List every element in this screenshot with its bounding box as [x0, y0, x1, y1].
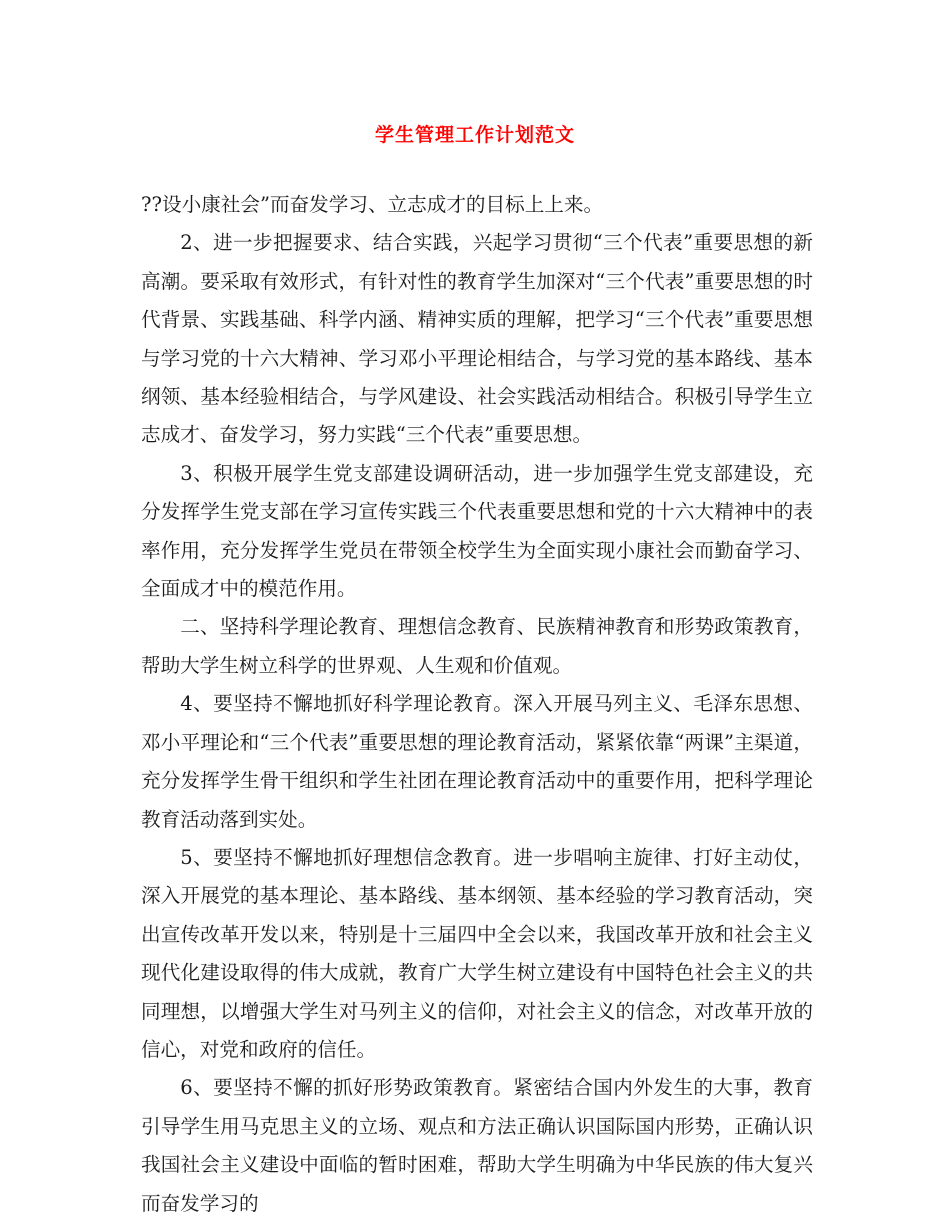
- paragraph-item-5: 5、要坚持不懈地抓好理想信念教育。进一步唱响主旋律、打好主动仗，深入开展党的基本理论、基本路线、基本纲领、基本经验的学习教育活动，突出宣传改革开发以来，特别是十三届四中全会以来，我国改革开放和社会主义现代化建设取得的伟大成就，教育广大学生树立建设有中国特色社会主义的共同理想，以增强大学生对马列主义的信仰，对社会主义的信念，对改革开放的信心，对党和政府的信任。: [141, 845, 813, 1061]
- document-body: [141, 186, 813, 1223]
- paragraph-item-4: 4、要坚持不懈地抓好科学理论教育。深入开展马列主义、毛泽东思想、邓小平理论和“三个代表”重要思想的理论教育活动，紧紧依靠“两课”主渠道，充分发挥学生骨干组织和学生社团在理论教育活动中的重要作用，把科学理论教育活动落到实处。: [141, 692, 813, 831]
- paragraph-item-6: 6、要坚持不懈的抓好形势政策教育。紧密结合国内外发生的大事，教育引导学生用马克思主义的立场、观点和方法正确认识国际国内形势，正确认识我国社会主义建设中面临的暂时困难，帮助大学生明确为中华民族的伟大复兴而奋发学习的: [141, 1076, 813, 1215]
- document-title: 学生管理工作计划范文: [374, 124, 575, 146]
- paragraph-item-3: 3、积极开展学生党支部建设调研活动，进一步加强学生党支部建设，充分发挥学生党支部在学习宣传实践三个代表重要思想和党的十六大精神中的表率作用，充分发挥学生党员在带领全校学生为全面实现小康社会而勤奋学习、全面成才中的模范作用。: [141, 461, 813, 601]
- paragraph-section-2: 二、坚持科学理论教育、理想信念教育、民族精神教育和形势政策教育，帮助大学生树立科学的世界观、人生观和价值观。: [141, 615, 813, 677]
- paragraph-item-2: 2、进一步把握要求、结合实践，兴起学习贯彻“三个代表”重要思想的新高潮。要采取有效形式，有针对性的教育学生加深对“三个代表”重要思想的时代背景、实践基础、科学内涵、精神实质的理解，把学习“三个代表”重要思想与学习党的十六大精神、学习邓小平理论相结合，与学习党的基本路线、基本纲领、基本经验相结合，与学风建设、社会实践活动相结合。积极引导学生立志成才、奋发学习，努力实践“三个代表”重要思想。: [141, 231, 813, 447]
- paragraph-continuation: ??设小康社会”而奋发学习、立志成才的目标上上来。: [141, 193, 604, 216]
